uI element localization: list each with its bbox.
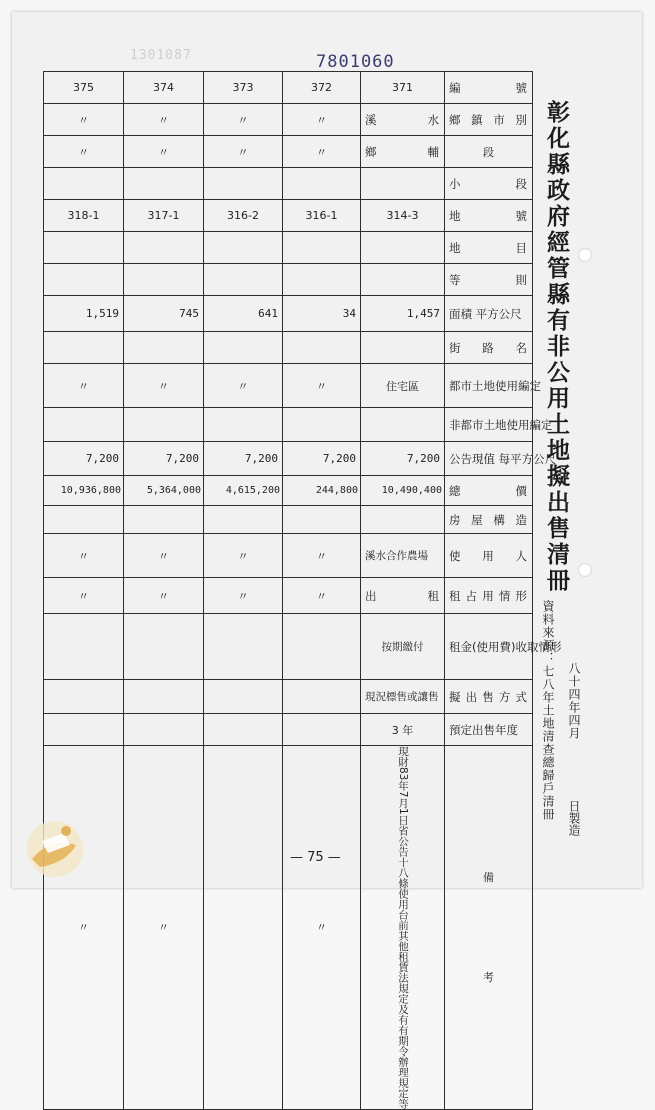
cell-empty (44, 168, 124, 200)
document-date: 八十四年四月 (567, 662, 581, 740)
cell-value-372: 7,200 (283, 442, 361, 476)
cell-empty (124, 168, 204, 200)
cell-empty (124, 264, 204, 296)
cell-empty (44, 232, 124, 264)
cell-empty (204, 408, 283, 442)
cell-user-373: 〃 (204, 534, 283, 578)
cell-total-373: 4,615,200 (204, 476, 283, 506)
cell-empty (283, 264, 361, 296)
cell-empty (204, 680, 283, 714)
row-occupancy (44, 578, 533, 614)
cell-empty (361, 506, 445, 534)
document-day: 日製造 (567, 800, 581, 836)
label-occupancy: 租占用情形 (445, 578, 533, 614)
cell-township-372: 〃 (283, 104, 361, 136)
cell-empty (361, 332, 445, 364)
cell-area-374: 745 (124, 296, 204, 332)
cell-no-372: 372 (283, 72, 361, 104)
cell-area-371: 1,457 (361, 296, 445, 332)
cell-township-373: 〃 (204, 104, 283, 136)
row-remarks (44, 746, 533, 1110)
cell-empty (361, 264, 445, 296)
cell-empty (204, 506, 283, 534)
label-period: 預定出售年度 (445, 714, 533, 746)
cell-occupancy-372: 〃 (283, 578, 361, 614)
row-nonurban (44, 408, 533, 442)
label-lot: 地號 (445, 200, 533, 232)
cell-value-371: 7,200 (361, 442, 445, 476)
label-township: 鄉鎮市別 (445, 104, 533, 136)
ghost-number: 1301087 (130, 48, 192, 63)
page-number: — 75 — (290, 850, 341, 865)
cell-zone-373: 〃 (204, 364, 283, 408)
cell-occupancy-371: 出租 (361, 578, 445, 614)
cell-no-375: 375 (44, 72, 124, 104)
cell-zone-375: 〃 (44, 364, 124, 408)
cell-empty (361, 168, 445, 200)
cell-empty (283, 168, 361, 200)
row-section (44, 136, 533, 168)
cell-empty (204, 714, 283, 746)
cell-section-372: 〃 (283, 136, 361, 168)
cell-empty (204, 332, 283, 364)
row-zone (44, 364, 533, 408)
row-rent (44, 614, 533, 680)
cell-lot-371: 314-3 (361, 200, 445, 232)
cell-no-371: 371 (361, 72, 445, 104)
cell-value-373: 7,200 (204, 442, 283, 476)
cell-empty (283, 332, 361, 364)
data-source: 資料來源：七八年土地清查總歸戶清冊 (541, 600, 555, 821)
row-lot (44, 200, 533, 232)
cell-total-375: 10,936,800 (44, 476, 124, 506)
cell-empty (44, 506, 124, 534)
row-total (44, 476, 533, 506)
cell-remark-372: 〃 (283, 746, 361, 1110)
cell-zone-372: 〃 (283, 364, 361, 408)
cell-lot-375: 318-1 (44, 200, 124, 232)
row-sale (44, 680, 533, 714)
remark-text: 現財83年7月1日省公告十八條使用台前其他租賃法規定及有有期令辦理規定等 (361, 746, 445, 1110)
cell-empty (361, 232, 445, 264)
cell-area-375: 1,519 (44, 296, 124, 332)
cell-total-371: 10,490,400 (361, 476, 445, 506)
cell-user-371: 溪水合作農場 (361, 534, 445, 578)
cell-user-375: 〃 (44, 534, 124, 578)
stamp-number: 7801060 (316, 52, 395, 72)
cell-total-372: 244,800 (283, 476, 361, 506)
row-user (44, 534, 533, 578)
label-grade: 等則 (445, 264, 533, 296)
cell-rent-371: 按期繳付 (361, 614, 445, 680)
cell-empty (44, 714, 124, 746)
cell-empty (124, 408, 204, 442)
row-value (44, 442, 533, 476)
label-number: 編號 (445, 72, 533, 104)
cell-empty (44, 332, 124, 364)
cell-empty (204, 614, 283, 680)
row-street (44, 332, 533, 364)
row-subsection (44, 168, 533, 200)
cell-section-371: 鄉輔 (361, 136, 445, 168)
cell-occupancy-375: 〃 (44, 578, 124, 614)
cell-empty (44, 614, 124, 680)
cell-section-374: 〃 (124, 136, 204, 168)
cell-empty (361, 408, 445, 442)
label-sale: 擬出售方式 (445, 680, 533, 714)
cell-empty (283, 680, 361, 714)
cell-remark-374: 〃 (124, 746, 204, 1110)
cell-empty (124, 714, 204, 746)
cell-total-374: 5,364,000 (124, 476, 204, 506)
label-area: 面積 平方公尺 (445, 296, 533, 332)
watermark-logo-icon (20, 815, 90, 880)
cell-section-375: 〃 (44, 136, 124, 168)
cell-township-374: 〃 (124, 104, 204, 136)
label-remark-top: 備 (483, 871, 494, 885)
cell-user-374: 〃 (124, 534, 204, 578)
cell-occupancy-373: 〃 (204, 578, 283, 614)
cell-no-374: 374 (124, 72, 204, 104)
cell-area-373: 641 (204, 296, 283, 332)
cell-empty (283, 714, 361, 746)
document-title: 彰化縣政府經管縣有非公用土地擬出售清冊 (543, 100, 570, 594)
label-subsection: 小段 (445, 168, 533, 200)
cell-empty (204, 264, 283, 296)
cell-empty (124, 232, 204, 264)
cell-value-374: 7,200 (124, 442, 204, 476)
label-remark-bottom: 考 (483, 971, 494, 985)
label-user: 使用人 (445, 534, 533, 578)
label-total: 總價 (445, 476, 533, 506)
cell-empty (44, 264, 124, 296)
cell-empty (204, 746, 283, 1110)
cell-township-371: 溪水 (361, 104, 445, 136)
label-nonurban: 非都市土地使用編定 (445, 408, 533, 442)
punch-hole-icon (578, 248, 592, 262)
row-area (44, 296, 533, 332)
cell-user-372: 〃 (283, 534, 361, 578)
cell-lot-372: 316-1 (283, 200, 361, 232)
cell-zone-371: 住宅區 (361, 364, 445, 408)
cell-lot-374: 317-1 (124, 200, 204, 232)
cell-remark-375: 〃 (44, 746, 124, 1110)
label-zone: 都市土地使用編定 (445, 364, 533, 408)
cell-no-373: 373 (204, 72, 283, 104)
punch-hole-icon (578, 563, 592, 577)
label-category: 地目 (445, 232, 533, 264)
cell-zone-374: 〃 (124, 364, 204, 408)
cell-lot-373: 316-2 (204, 200, 283, 232)
row-grade (44, 264, 533, 296)
row-period (44, 714, 533, 746)
cell-empty (124, 506, 204, 534)
cell-period-371: 3 年 (361, 714, 445, 746)
label-remark (445, 746, 533, 1110)
cell-occupancy-374: 〃 (124, 578, 204, 614)
label-rent: 租金(使用費)收取情形 (445, 614, 533, 680)
row-building (44, 506, 533, 534)
cell-sale-371: 現況標售或讓售 (361, 680, 445, 714)
cell-value-375: 7,200 (44, 442, 124, 476)
cell-empty (204, 232, 283, 264)
label-section: 段 (445, 136, 533, 168)
cell-empty (124, 614, 204, 680)
cell-empty (283, 408, 361, 442)
label-value: 公告現值 每平方公尺 (445, 442, 533, 476)
row-number (44, 72, 533, 104)
cell-empty (283, 614, 361, 680)
cell-empty (283, 506, 361, 534)
cell-empty (204, 168, 283, 200)
label-street: 街路名 (445, 332, 533, 364)
row-category (44, 232, 533, 264)
cell-section-373: 〃 (204, 136, 283, 168)
cell-township-375: 〃 (44, 104, 124, 136)
row-township (44, 104, 533, 136)
cell-empty (283, 232, 361, 264)
cell-empty (124, 332, 204, 364)
label-building: 房屋構造 (445, 506, 533, 534)
cell-empty (124, 680, 204, 714)
cell-area-372: 34 (283, 296, 361, 332)
cell-empty (44, 408, 124, 442)
cell-empty (44, 680, 124, 714)
